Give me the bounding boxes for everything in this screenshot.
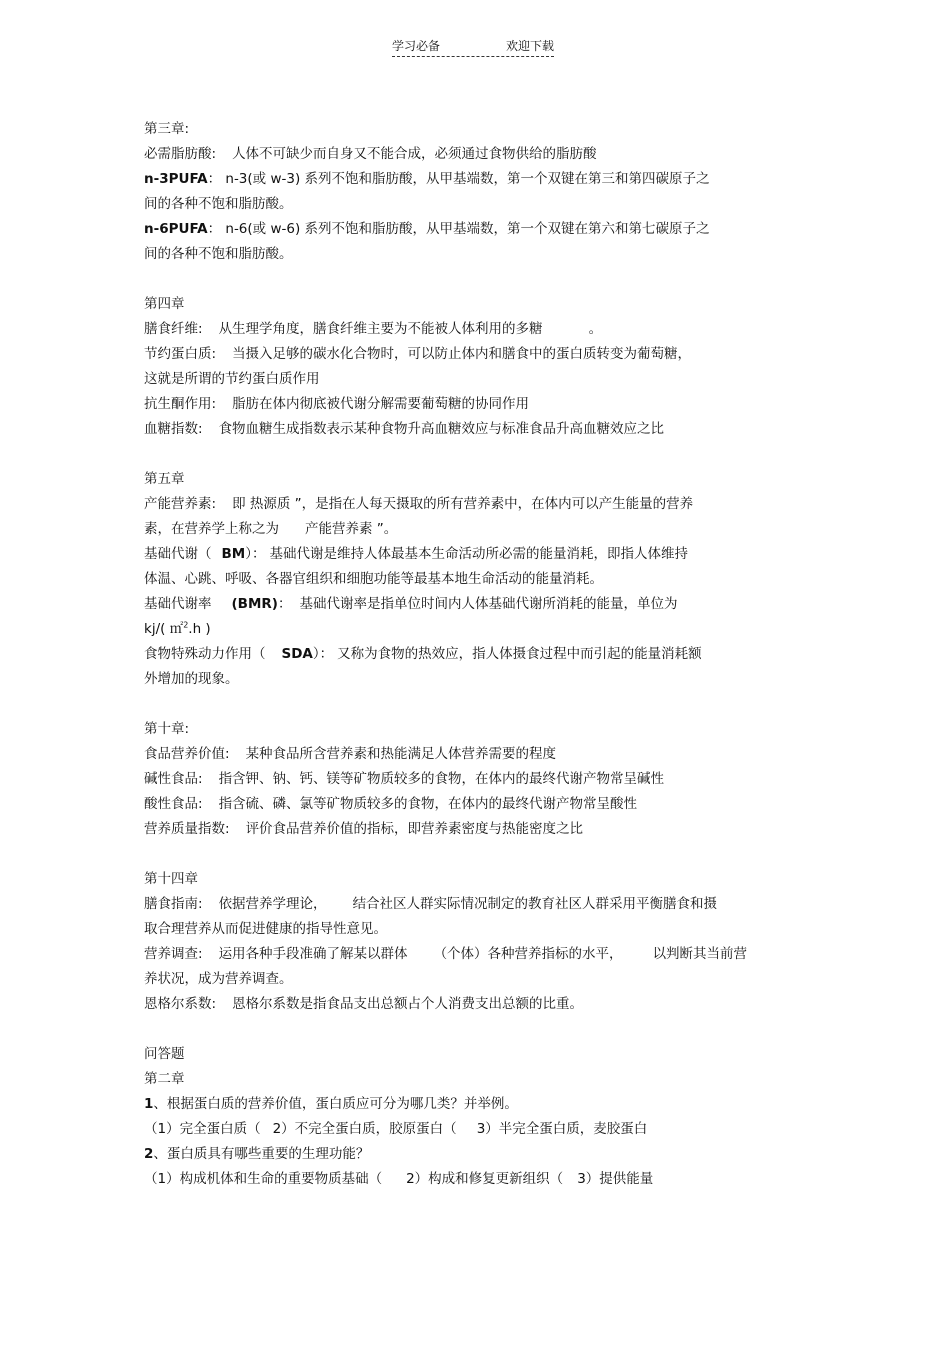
answer-text: 2）不完全蛋白质，胶原蛋白（: [272, 1121, 457, 1137]
definition-basal-metabolism: [144, 542, 814, 567]
definition-alkaline-food: [144, 767, 814, 792]
question-number: 1: [144, 1096, 154, 1112]
definition-nutrition-survey: [144, 942, 814, 967]
term: 恩格尔系数:: [144, 996, 217, 1012]
definition-text: ： n-6(或 w-6) 系列不饱和脂肪酸，从甲基端数，第一个双键在第六和第七碳原子之: [207, 221, 710, 237]
definition-text: 脂肪在体内彻底被代谢分解需要葡萄糖的协同作用: [232, 396, 530, 412]
question-text: 、蛋白质具有哪些重要的生理功能？: [153, 1146, 370, 1162]
term: 碱性食品:: [144, 771, 203, 787]
answer-2: [144, 1167, 814, 1192]
definition-text: 某种食品所含营养素和热能满足人体营养需要的程度: [245, 746, 557, 762]
chapter-2-title: 第二章: [144, 1071, 185, 1087]
definition-text: 结合社区人群实际情况制定的教育社区人群采用平衡膳食和摄: [352, 896, 718, 912]
qa-section-title: 问答题: [144, 1046, 185, 1062]
definition-text: （个体）各种营养指标的水平，: [433, 946, 623, 962]
term: 抗生酮作用:: [144, 396, 217, 412]
definition-text: 指含硫、磷、氯等矿物质较多的食物，在体内的最终代谢产物常呈酸性: [218, 796, 638, 812]
definition-text: 运用各种手段准确了解某以群体: [218, 946, 408, 962]
definition-protein-sparing: [144, 342, 814, 367]
term: 膳食指南:: [144, 896, 203, 912]
definition-text: 食物血糖生成指数表示某种食物升高血糖效应与标准食品升高血糖效应之比: [218, 421, 665, 437]
definition-text: 评价食品营养价值的指标，即营养素密度与热能密度之比: [245, 821, 584, 837]
term: 基础代谢率: [144, 596, 212, 612]
term: 营养调查:: [144, 946, 203, 962]
definition-dietary-guidelines: [144, 892, 814, 917]
term: 食物特殊动力作用（: [144, 646, 266, 662]
definition-n6-pufa: [144, 217, 814, 242]
answer-text: （1）构成机体和生命的重要物质基础（: [144, 1171, 383, 1187]
term: n-3PUFA: [144, 171, 208, 187]
definition-sda: [144, 642, 814, 667]
definition-antiketogenic: [144, 392, 814, 417]
chapter-4-title: 第四章: [144, 296, 185, 312]
definition-continuation: 间的各种不饱和脂肪酸。: [144, 196, 293, 212]
definition-continuation: [144, 517, 814, 542]
chapter-10-title: 第十章:: [144, 721, 190, 737]
term-abbr: BM: [221, 546, 246, 562]
document-body: [144, 117, 814, 1192]
definition-continuation: 取合理营养从而促进健康的指导性意见。: [144, 921, 387, 937]
definition-inq: [144, 817, 814, 842]
term: 营养质量指数:: [144, 821, 230, 837]
term: 基础代谢（: [144, 546, 212, 562]
definition-text: 产能营养素 ”。: [305, 521, 398, 537]
definition-continuation: 这就是所谓的节约蛋白质作用: [144, 371, 320, 387]
question-1: [144, 1092, 814, 1117]
unit-text: kj/( ㎡: [144, 621, 184, 637]
definition-food-nutritional-value: [144, 742, 814, 767]
definition-continuation: 养状况，成为营养调查。: [144, 971, 293, 987]
term-abbr: SDA: [281, 646, 313, 662]
term: 血糖指数:: [144, 421, 203, 437]
term: 膳食纤维:: [144, 321, 203, 337]
header-left-text: 学习必备: [392, 39, 441, 53]
unit-superscript: 2: [183, 620, 189, 630]
chapter-14-title: 第十四章: [144, 871, 198, 887]
definition-text: 当摄入足够的碳水化合物时，可以防止体内和膳食中的蛋白质转变为葡萄糖，: [232, 346, 692, 362]
definition-n3-pufa: [144, 167, 814, 192]
answer-text: 3）提供能量: [577, 1171, 654, 1187]
term: ）：: [245, 546, 266, 562]
term: n-6PUFA: [144, 221, 208, 237]
chapter-3-title: 第三章:: [144, 121, 190, 137]
answer-text: 2）构成和修复更新组织（: [406, 1171, 564, 1187]
definition-acidic-food: [144, 792, 814, 817]
definition-dietary-fiber: [144, 317, 814, 342]
answer-text: （1）完全蛋白质（: [144, 1121, 261, 1137]
definition-continuation: 外增加的现象。: [144, 671, 239, 687]
term: ：: [277, 596, 292, 612]
definition-engel-coefficient: [144, 992, 814, 1017]
definition-text: 恩格尔系数是指食品支出总额占个人消费支出总额的比重。: [232, 996, 584, 1012]
header-right-text: 欢迎下载: [505, 39, 554, 53]
definition-text: 依据营养学理论，: [218, 896, 327, 912]
definition-continuation: 体温、心跳、呼吸、各器官组织和细胞功能等最基本地生命活动的能量消耗。: [144, 571, 603, 587]
unit-text: .h ): [188, 621, 211, 637]
definition-essential-fatty-acid: [144, 142, 814, 167]
definition-text: 即 热源质 ”，是指在人每天摄取的所有营养素中，在体内可以产生能量的营养: [232, 496, 694, 512]
question-2: [144, 1142, 814, 1167]
term: 食品营养价值:: [144, 746, 230, 762]
page-header: [392, 38, 554, 57]
term-abbr: (BMR): [231, 596, 278, 612]
term: 酸性食品:: [144, 796, 203, 812]
definition-text: ： n-3(或 w-3) 系列不饱和脂肪酸，从甲基端数，第一个双键在第三和第四碳原子之: [207, 171, 710, 187]
bmr-unit: [144, 617, 814, 642]
answer-1: [144, 1117, 814, 1142]
definition-glycemic-index: [144, 417, 814, 442]
question-text: 、根据蛋白质的营养价值，蛋白质应可分为哪几类？并举例。: [153, 1096, 518, 1112]
definition-text: 基础代谢是维持人体最基本生命活动所必需的能量消耗，即指人体维持: [269, 546, 688, 562]
term: 节约蛋白质:: [144, 346, 217, 362]
definition-text: 指含钾、钠、钙、镁等矿物质较多的食物，在体内的最终代谢产物常呈碱性: [218, 771, 665, 787]
term: 必需脂肪酸:: [144, 146, 217, 162]
definition-text: 以判断其当前营: [652, 946, 748, 962]
definition-end: 。: [588, 321, 603, 337]
definition-text: 素，在营养学上称之为: [144, 521, 279, 537]
term: 产能营养素:: [144, 496, 217, 512]
definition-text: 从生理学角度，膳食纤维主要为不能被人体利用的多糖: [218, 321, 543, 337]
definition-continuation: 间的各种不饱和脂肪酸。: [144, 246, 293, 262]
chapter-5-title: 第五章: [144, 471, 185, 487]
definition-text: 基础代谢率是指单位时间内人体基础代谢所消耗的能量，单位为: [299, 596, 678, 612]
answer-text: 3）半完全蛋白质，麦胶蛋白: [476, 1121, 648, 1137]
definition-text: 又称为食物的热效应，指人体摄食过程中而引起的能量消耗额: [337, 646, 702, 662]
definition-bmr: [144, 592, 814, 617]
question-number: 2: [144, 1146, 154, 1162]
definition-energy-nutrients: [144, 492, 814, 517]
term: ）：: [312, 646, 334, 662]
definition-text: 人体不可缺少而自身又不能合成，必须通过食物供给的脂肪酸: [232, 146, 597, 162]
